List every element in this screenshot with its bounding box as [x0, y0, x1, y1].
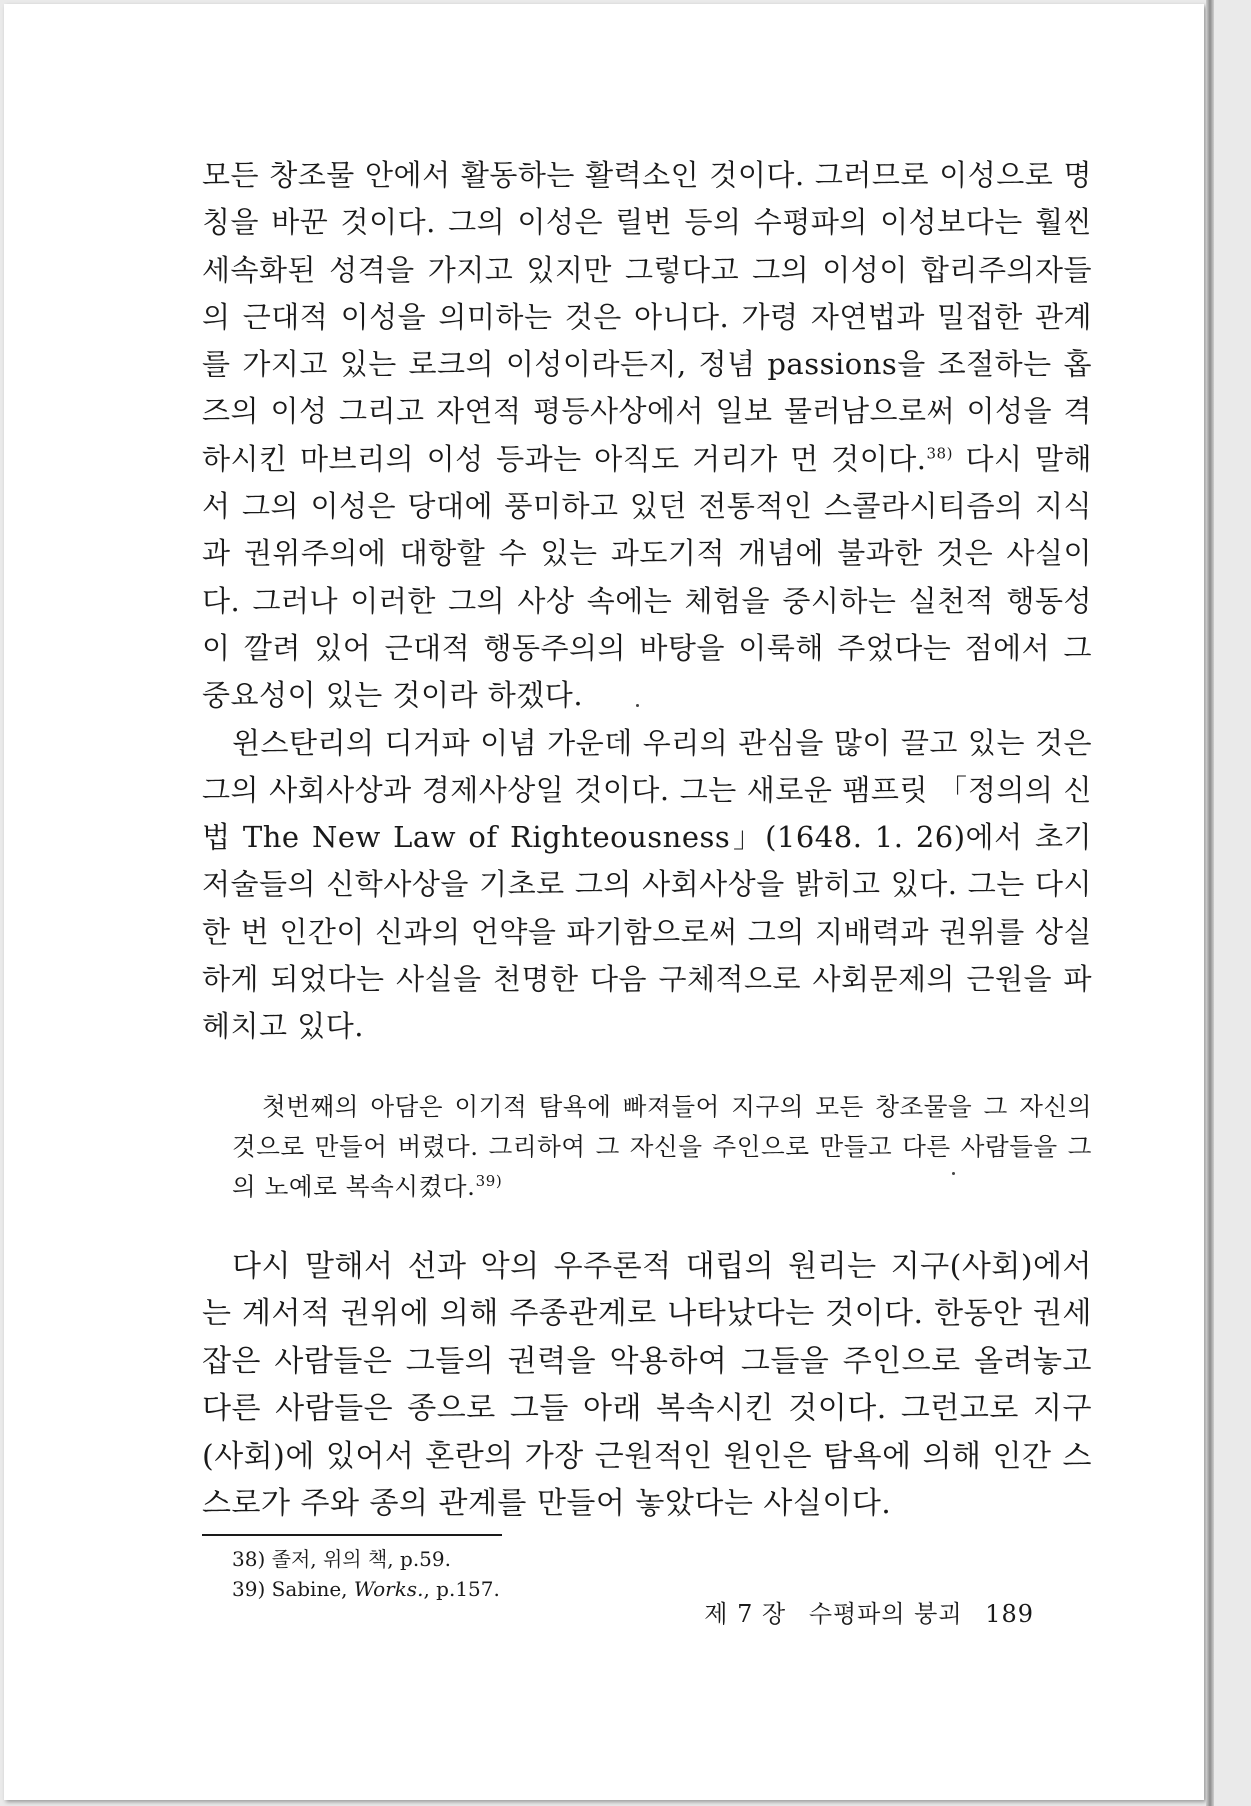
body-paragraph-2: 윈스탄리의 디거파 이념 가운데 우리의 관심을 많이 끌고 있는 것은 그의 사회사상과 경제사상일 것이다. 그는 새로운 팸프릿 「정의의 신법 The New Law of Righteousness」(1648. 1. 26)에서 초기 저술들의 신학사상을 기초로 그의 사회사상을 밝히고 있다. 그는 다시 한 번 인간이 신과의 언약을 파기함으로써 그의 지배력과 권위를 상실하게 되었다는 사실을 천명한 다음 구체적으로 사회문제의 근원을 파헤치고 있다.: [202, 725, 1092, 1044]
page-content: [202, 152, 1092, 1604]
footnote-divider: [202, 1534, 502, 1536]
footer-chapter-title: 수평파의 붕괴: [808, 1600, 963, 1628]
block-quote-text: [232, 1087, 1092, 1207]
footnote-39-title: Works.: [353, 1576, 424, 1601]
book-page: [4, 4, 1204, 1800]
quote-text: 첫번째의 아담은 이기적 탐욕에 빠져들어 지구의 모든 창조물을 그 자신의 것으로 만들어 버렸다. 그리하여 그 자신을 주인으로 만들고 다른 사람들을 그의 노예로 복속시켰다.: [232, 1091, 1092, 1201]
footnote-39-page: , p.157.: [423, 1576, 500, 1601]
footnote-38: [232, 1544, 1092, 1574]
block-quote: [232, 1087, 1092, 1207]
footnote-39-number: 39): [232, 1576, 266, 1601]
footnote-38-number: 38): [232, 1546, 266, 1571]
paragraph-1-continuation: 다시 말해서 그의 이성은 당대에 풍미하고 있던 전통적인 스콜라시티즘의 지식과 권위주의에 대항할 수 있는 과도기적 개념에 불과한 것은 사실이다. 그러나 이러한 그의 사상 속에는 체험을 중시하는 실천적 행동성이 깔려 있어 근대적 행동주의의 바탕을 이룩해 주었다는 점에서 그 중요성이 있는 것이라 하겠다.: [202, 441, 1092, 713]
footnote-ref-38[interactable]: 38): [926, 444, 953, 463]
body-paragraph-3: 다시 말해서 선과 악의 우주론적 대립의 원리는 지구(사회)에서는 계서적 권위에 의해 주종관계로 나타났다는 것이다. 한동안 권세 잡은 사람들은 그들의 권력을 악용하여 그들을 주인으로 올려놓고 다른 사람들은 종으로 그들 아래 복속시킨 것이다. 그런고로 지구(사회)에 있어서 혼란의 가장 근원적인 원인은 탐욕에 의해 인간 스스로가 주와 종의 관계를 만들어 놓았다는 사실이다.: [202, 1248, 1092, 1522]
footnote-ref-39[interactable]: 39): [475, 1171, 503, 1190]
body-paragraph-1: [202, 152, 1092, 720]
scan-speck: [952, 1172, 955, 1175]
running-footer: [690, 1594, 1034, 1629]
page-number: 189: [985, 1600, 1034, 1628]
footnote-38-text: 졸저, 위의 책, p.59.: [271, 1546, 451, 1571]
page-edge-shadow: [1206, 0, 1214, 1806]
paragraph-1-text: 모든 창조물 안에서 활동하는 활력소인 것이다. 그러므로 이성으로 명칭을 바꾼 것이다. 그의 이성은 릴번 등의 수평파의 이성보다는 훨씬 세속화된 성격을 가지고 있지만 그렇다고 그의 이성이 합리주의자들의 근대적 이성을 의미하는 것은 아니다. 가령 자연법과 밀접한 관계를 가지고 있는 로크의 이성이라든지, 정념 passions을 조절하는 홉즈의 이성 그리고 자연적 평등사상에서 일보 물러남으로써 이성을 격하시킨 마브리의 이성 등과는 아직도 거리가 먼 것이다.: [202, 158, 1092, 476]
footer-chapter: 제 7 장: [704, 1600, 787, 1628]
footnote-39-author: Sabine,: [271, 1576, 348, 1601]
scan-speck: [636, 704, 639, 707]
